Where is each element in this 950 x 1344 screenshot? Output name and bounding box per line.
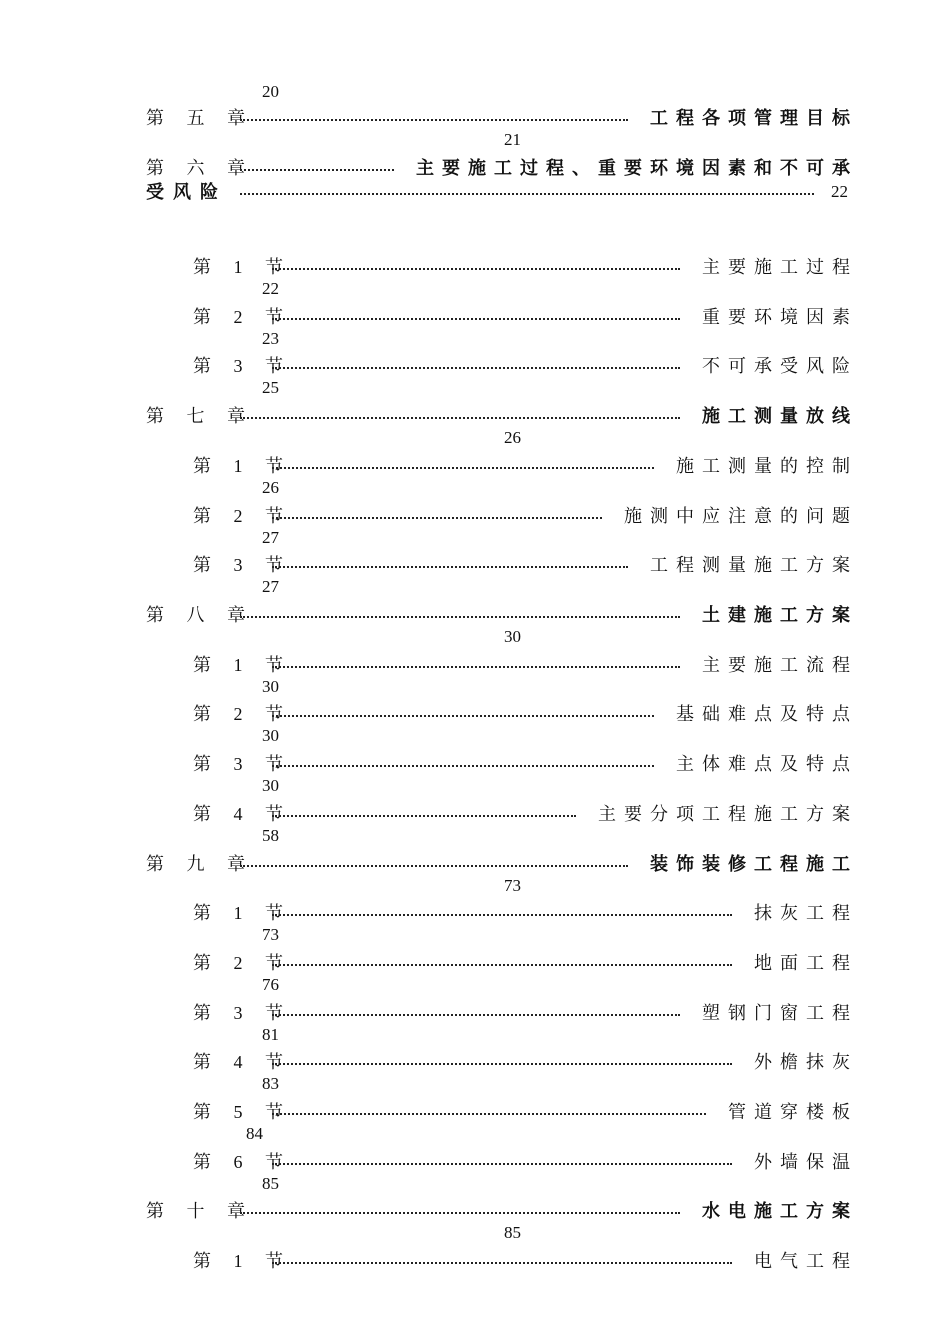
- toc-chapter-entry[interactable]: [0, 156, 950, 180]
- toc-leader-dots: [272, 666, 680, 668]
- toc-leader-dots: [272, 1262, 732, 1264]
- toc-leader-dots: [272, 367, 680, 369]
- toc-leader-dots: [272, 765, 654, 767]
- toc-leader-dots: [240, 1212, 680, 1214]
- toc-entry-title: 外檐抹灰: [754, 1052, 858, 1072]
- toc-leader-dots: [240, 417, 680, 419]
- toc-section-entry[interactable]: [0, 1150, 950, 1174]
- toc-section-entry[interactable]: [0, 802, 950, 826]
- toc-entry-label: 第 4 节: [193, 1052, 292, 1072]
- toc-page-number: 22: [262, 279, 279, 298]
- toc-page-number: 27: [262, 528, 279, 547]
- toc-entry-title: 地面工程: [754, 953, 858, 973]
- toc-page-number: 30: [262, 726, 279, 745]
- toc-leader-dots: [272, 318, 680, 320]
- toc-leader-dots: [240, 119, 628, 121]
- toc-entry-label: 第 3 节: [193, 754, 292, 774]
- toc-entry-title: 装饰装修工程施工: [650, 854, 858, 874]
- toc-page-number: 21: [504, 130, 521, 149]
- toc-entry-title: 工程测量施工方案: [650, 555, 858, 575]
- toc-leader-dots: [272, 1063, 732, 1065]
- toc-leader-dots: [272, 1014, 680, 1016]
- toc-entry-label: 第 2 节: [193, 307, 292, 327]
- toc-entry-title: 抹灰工程: [754, 903, 858, 923]
- toc-page-number: 73: [262, 925, 279, 944]
- toc-entry-title: 电气工程: [754, 1251, 858, 1271]
- toc-section-entry[interactable]: [0, 454, 950, 478]
- toc-section-entry[interactable]: [0, 305, 950, 329]
- toc-page-number: 81: [262, 1025, 279, 1044]
- toc-entry-label: 第 五 章: [146, 108, 254, 128]
- toc-leader-dots: [272, 566, 628, 568]
- toc-entry-label: 第 3 节: [193, 1003, 292, 1023]
- toc-entry-title: 外墙保温: [754, 1152, 858, 1172]
- toc-entry-title: 施工测量的控制: [676, 456, 858, 476]
- toc-entry-label: 第 九 章: [146, 854, 254, 874]
- toc-entry-label: 第 六 章: [146, 158, 254, 178]
- toc-leader-dots: [240, 616, 680, 618]
- toc-entry-title: 塑钢门窗工程: [702, 1003, 858, 1023]
- toc-page-number: 83: [262, 1074, 279, 1093]
- toc-entry-label: 第 七 章: [146, 406, 254, 426]
- toc-page-number: 26: [504, 428, 521, 447]
- toc-entry-title: 主要分项工程施工方案: [598, 804, 858, 824]
- toc-entry-label: 第 6 节: [193, 1152, 292, 1172]
- toc-entry-title-continuation: 受风险: [146, 182, 227, 202]
- toc-section-entry[interactable]: [0, 354, 950, 378]
- toc-section-entry[interactable]: [0, 1100, 950, 1124]
- toc-chapter-entry[interactable]: [0, 603, 950, 627]
- toc-page-number: 25: [262, 378, 279, 397]
- toc-entry-title: 水电施工方案: [702, 1201, 858, 1221]
- toc-entry-label: 第 1 节: [193, 655, 292, 675]
- toc-section-entry[interactable]: [0, 653, 950, 677]
- toc-page-number: 84: [246, 1124, 263, 1143]
- toc-leader-dots: [272, 1113, 706, 1115]
- toc-page-number: 22: [831, 182, 848, 201]
- toc-entry-title: 主要施工流程: [702, 655, 858, 675]
- toc-entry-title: 主要施工过程、重要环境因素和不可承: [416, 158, 858, 178]
- toc-leader-dots: [272, 467, 654, 469]
- toc-entry-label: 第 2 节: [193, 953, 292, 973]
- toc-top-page-number: 20: [262, 82, 279, 101]
- toc-leader-dots: [272, 964, 732, 966]
- toc-page-number: 30: [262, 776, 279, 795]
- toc-entry-title: 施工测量放线: [702, 406, 858, 426]
- toc-entry-title: 基础难点及特点: [676, 704, 858, 724]
- toc-chapter-entry[interactable]: [0, 852, 950, 876]
- toc-entry-title: 施测中应注意的问题: [624, 506, 858, 526]
- toc-entry-title: 管道穿楼板: [728, 1102, 858, 1122]
- toc-page-number: 76: [262, 975, 279, 994]
- toc-leader-dots: [240, 193, 814, 195]
- toc-page-number: 73: [504, 876, 521, 895]
- toc-page-number: 30: [262, 677, 279, 696]
- toc-entry-label: 第 3 节: [193, 356, 292, 376]
- toc-page-number: 26: [262, 478, 279, 497]
- toc-leader-dots: [272, 715, 654, 717]
- toc-leader-dots: [272, 815, 576, 817]
- toc-leader-dots: [272, 1163, 732, 1165]
- toc-section-entry[interactable]: [0, 951, 950, 975]
- toc-page-number: 85: [504, 1223, 521, 1242]
- toc-entry-continuation[interactable]: [0, 180, 950, 204]
- toc-page-number: 23: [262, 329, 279, 348]
- toc-section-entry[interactable]: [0, 553, 950, 577]
- toc-section-entry[interactable]: [0, 702, 950, 726]
- toc-chapter-entry[interactable]: [0, 106, 950, 130]
- toc-leader-dots: [272, 268, 680, 270]
- toc-entry-label: 第 2 节: [193, 704, 292, 724]
- toc-section-entry[interactable]: [0, 1001, 950, 1025]
- toc-page-number: 85: [262, 1174, 279, 1193]
- toc-leader-dots: [272, 914, 732, 916]
- toc-page-number: 30: [504, 627, 521, 646]
- toc-entry-title: 土建施工方案: [702, 605, 858, 625]
- toc-page-number: 58: [262, 826, 279, 845]
- toc-entry-label: 第 2 节: [193, 506, 292, 526]
- toc-section-entry[interactable]: [0, 504, 950, 528]
- toc-entry-title: 主要施工过程: [702, 257, 858, 277]
- toc-entry-label: 第 十 章: [146, 1201, 254, 1221]
- toc-chapter-entry[interactable]: [0, 1199, 950, 1223]
- toc-section-entry[interactable]: [0, 752, 950, 776]
- toc-entry-label: 第 3 节: [193, 555, 292, 575]
- toc-entry-label: 第 1 节: [193, 1251, 292, 1271]
- toc-leader-dots: [272, 517, 602, 519]
- toc-entry-title: 主体难点及特点: [676, 754, 858, 774]
- toc-entry-title: 工程各项管理目标: [650, 108, 858, 128]
- toc-entry-label: 第 八 章: [146, 605, 254, 625]
- toc-entry-label: 第 1 节: [193, 456, 292, 476]
- toc-leader-dots: [240, 169, 394, 171]
- toc-section-entry[interactable]: [0, 255, 950, 279]
- toc-entry-label: 第 1 节: [193, 903, 292, 923]
- toc-section-entry[interactable]: [0, 1249, 950, 1273]
- toc-chapter-entry[interactable]: [0, 404, 950, 428]
- toc-entry-label: 第 4 节: [193, 804, 292, 824]
- toc-entry-title: 重要环境因素: [702, 307, 858, 327]
- toc-leader-dots: [240, 865, 628, 867]
- toc-entry-title: 不可承受风险: [702, 356, 858, 376]
- toc-page-number: 27: [262, 577, 279, 596]
- toc-entry-label: 第 1 节: [193, 257, 292, 277]
- toc-section-entry[interactable]: [0, 1050, 950, 1074]
- toc-entry-label: 第 5 节: [193, 1102, 292, 1122]
- toc-section-entry[interactable]: [0, 901, 950, 925]
